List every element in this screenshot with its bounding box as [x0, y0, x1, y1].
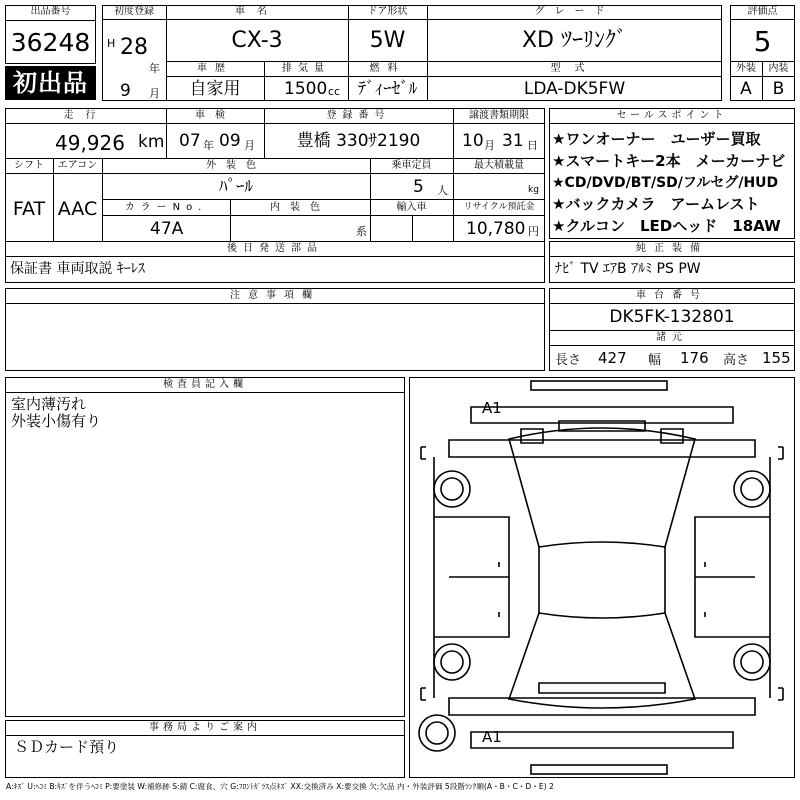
- width-value: 176: [680, 349, 709, 367]
- capacity-value: 5: [413, 177, 424, 197]
- import-label: 輸入車: [396, 202, 427, 213]
- shift-label: シフト: [14, 160, 44, 171]
- year-unit: 年: [149, 62, 160, 75]
- month-unit: 月: [149, 87, 160, 100]
- transfer-month-unit: 月: [484, 139, 495, 152]
- insp-year-unit: 年: [203, 139, 214, 152]
- ext-color-value: ﾊﾟｰﾙ: [219, 177, 253, 197]
- transfer-month: 10: [462, 131, 484, 151]
- transfer-label: 譲渡書類期限: [469, 110, 529, 121]
- load-unit: kg: [528, 185, 539, 195]
- footer-legend: A:ｷｽﾞ U:ﾍｺﾐ B:ｷｽﾞを伴うﾍｺﾐ P:要塗装 W:補修跡 S:錆 C:腐食、穴 G:ﾌﾛﾝﾄｶﾞﾗｽ点ｷｽﾞ XX:交換済み X:要交換 欠:欠品 内・外装評価 5段階ﾗﾝｸ順(A・B・C・D・E) 2: [6, 782, 554, 791]
- color-no-value: 47A: [150, 219, 184, 239]
- car-name: CX-3: [231, 28, 283, 53]
- chassis-value: DK5FK-132801: [609, 307, 735, 327]
- int-color-label: 内装色: [270, 202, 330, 213]
- insp-month-unit: 月: [244, 139, 255, 152]
- sales-point: ★ワンオーナー ユーザー買取: [552, 130, 761, 148]
- inspector-note: 室内薄汚れ: [11, 395, 87, 413]
- mileage-value: 49,926: [55, 131, 125, 155]
- model-code: LDA-DK5FW: [523, 79, 626, 99]
- score-value: 5: [753, 25, 772, 58]
- notes-label: 注意事項欄: [230, 290, 320, 301]
- later-parts-value: 保証書 車両取説 ｷｰﾚｽ: [10, 261, 145, 277]
- office-text: ＳＤカード預り: [14, 738, 120, 756]
- mileage-unit: km: [138, 132, 165, 152]
- door-value: 5W: [369, 28, 406, 53]
- ext-color-label: 外装色: [206, 160, 266, 171]
- first-listing-badge: 初出品: [5, 66, 96, 100]
- load-label: 最大積載量: [474, 160, 524, 171]
- lot-label: 出品番号: [30, 6, 71, 17]
- model-label: 型式: [550, 63, 599, 74]
- inspector-label: 検査員記入欄: [163, 379, 247, 390]
- chassis-label: 車台番号: [636, 290, 708, 301]
- color-no-label: カラーNo.: [124, 202, 208, 213]
- car-damage-diagram: [409, 377, 795, 778]
- grade-label: グレード: [534, 6, 615, 17]
- inspection-label: 車検: [195, 110, 235, 121]
- era-mark: H: [107, 37, 116, 50]
- exterior-grade: A: [740, 79, 752, 99]
- displacement-unit: cc: [328, 85, 341, 98]
- interior-grade: B: [772, 79, 785, 99]
- front-damage-mark: A1: [482, 399, 502, 417]
- ac-value: AAC: [57, 198, 98, 220]
- later-parts-label: 後日発送部品: [227, 243, 323, 254]
- length-value: 427: [598, 349, 627, 367]
- sales-point: ★スマートキー2本 メーカーナビ: [552, 152, 786, 170]
- recycle-label: リサイクル預託金: [463, 202, 535, 212]
- dims-label: 諸元: [656, 332, 688, 343]
- reg-label: 初度登録: [114, 6, 154, 17]
- height-label: 高さ: [723, 353, 750, 368]
- history-value: 自家用: [189, 79, 241, 99]
- capacity-unit: 人: [437, 184, 448, 197]
- insp-month: 09: [219, 131, 241, 151]
- history-label: 車歴: [197, 63, 233, 74]
- sales-point: ★バックカメラ アームレスト: [552, 195, 760, 213]
- insp-year: 07: [179, 131, 201, 151]
- int-color-unit: 系: [356, 225, 367, 238]
- sales-points-label: セールスポイント: [616, 110, 728, 121]
- shift-value: FAT: [12, 198, 46, 220]
- interior-label: 内装: [768, 63, 789, 74]
- grade-value: XD ﾂｰﾘﾝｸﾞ: [521, 28, 627, 53]
- sales-point: ★CD/DVD/BT/SD/フルセグ/HUD: [552, 175, 779, 191]
- car-name-label: 車名: [235, 6, 279, 17]
- score-label: 評価点: [747, 6, 778, 17]
- transfer-day: 31: [502, 131, 524, 151]
- capacity-label: 乗車定員: [391, 160, 432, 171]
- recycle-unit: 円: [528, 225, 539, 238]
- transfer-day-unit: 日: [527, 139, 538, 152]
- ac-label: エアコン: [57, 160, 98, 171]
- length-label: 長さ: [555, 353, 582, 368]
- mileage-label: 走行: [63, 110, 108, 121]
- height-value: 155: [762, 349, 791, 367]
- width-label: 幅: [648, 353, 662, 368]
- fuel-value: ﾃﾞｨｰｾﾞﾙ: [357, 79, 418, 99]
- door-label: ドア形状: [367, 6, 408, 17]
- equipment-label: 純正装備: [636, 243, 708, 254]
- recycle-value: 10,780: [466, 219, 526, 239]
- reg-month: 9: [120, 81, 131, 101]
- fuel-label: 燃料: [369, 63, 406, 74]
- reg-year: 28: [120, 35, 148, 60]
- displacement-label: 排気量: [282, 63, 330, 74]
- rear-damage-mark: A1: [482, 728, 502, 746]
- office-label: 事務局よりご案内: [149, 722, 261, 733]
- lot-number: 36248: [10, 28, 91, 57]
- equipment-value: ﾅﾋﾞ TV ｴｱB ｱﾙﾐ PS PW: [555, 261, 701, 277]
- sales-point: ★クルコン LEDヘッド 18AW: [552, 217, 781, 235]
- displacement-value: 1500: [284, 79, 328, 99]
- exterior-label: 外装: [736, 63, 756, 74]
- inspector-note: 外装小傷有り: [11, 412, 102, 430]
- plate-label: 登録番号: [326, 110, 391, 121]
- plate-value: 豊橋 330ｻ2190: [296, 131, 421, 151]
